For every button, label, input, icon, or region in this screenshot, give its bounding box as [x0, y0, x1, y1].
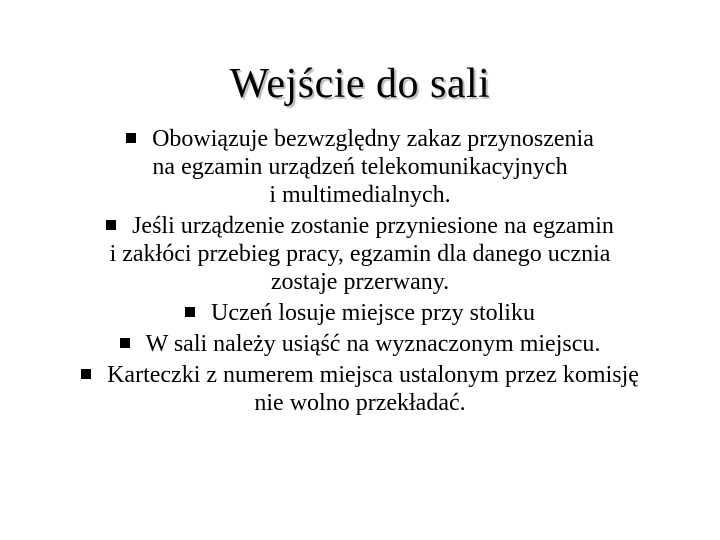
square-bullet-icon	[81, 369, 91, 379]
bullet-line: W sali należy usiąść na wyznaczonym miejscu.	[145, 331, 601, 357]
bullet-line: Jeśli urządzenie zostanie przyniesione na egzamin	[132, 213, 614, 239]
bullet-line: zostaje przerwany.	[270, 269, 450, 295]
square-bullet-icon	[120, 338, 130, 348]
bullet-line: Uczeń losuje miejsce przy stoliku	[211, 300, 535, 326]
bullet-item	[10, 212, 710, 296]
slide-title: Wejście do sali	[229, 61, 491, 107]
bullet-line: i zakłóci przebieg pracy, egzamin dla danego ucznia	[109, 241, 611, 267]
bullet-list	[10, 125, 710, 420]
bullet-item	[10, 299, 710, 327]
bullet-item	[10, 125, 710, 209]
bullet-line: Obowiązuje bezwzględny zakaz przynoszenia	[152, 126, 594, 152]
bullet-line: Karteczki z numerem miejsca ustalonym przez komisję	[107, 362, 639, 388]
bullet-item	[10, 361, 710, 417]
bullet-line: nie wolno przekładać.	[254, 390, 466, 416]
square-bullet-icon	[126, 133, 136, 143]
square-bullet-icon	[106, 220, 116, 230]
bullet-line: i multimedialnych.	[269, 182, 451, 208]
bullet-line: na egzamin urządzeń telekomunikacyjnych	[152, 154, 568, 180]
square-bullet-icon	[185, 307, 195, 317]
bullet-item	[10, 330, 710, 358]
